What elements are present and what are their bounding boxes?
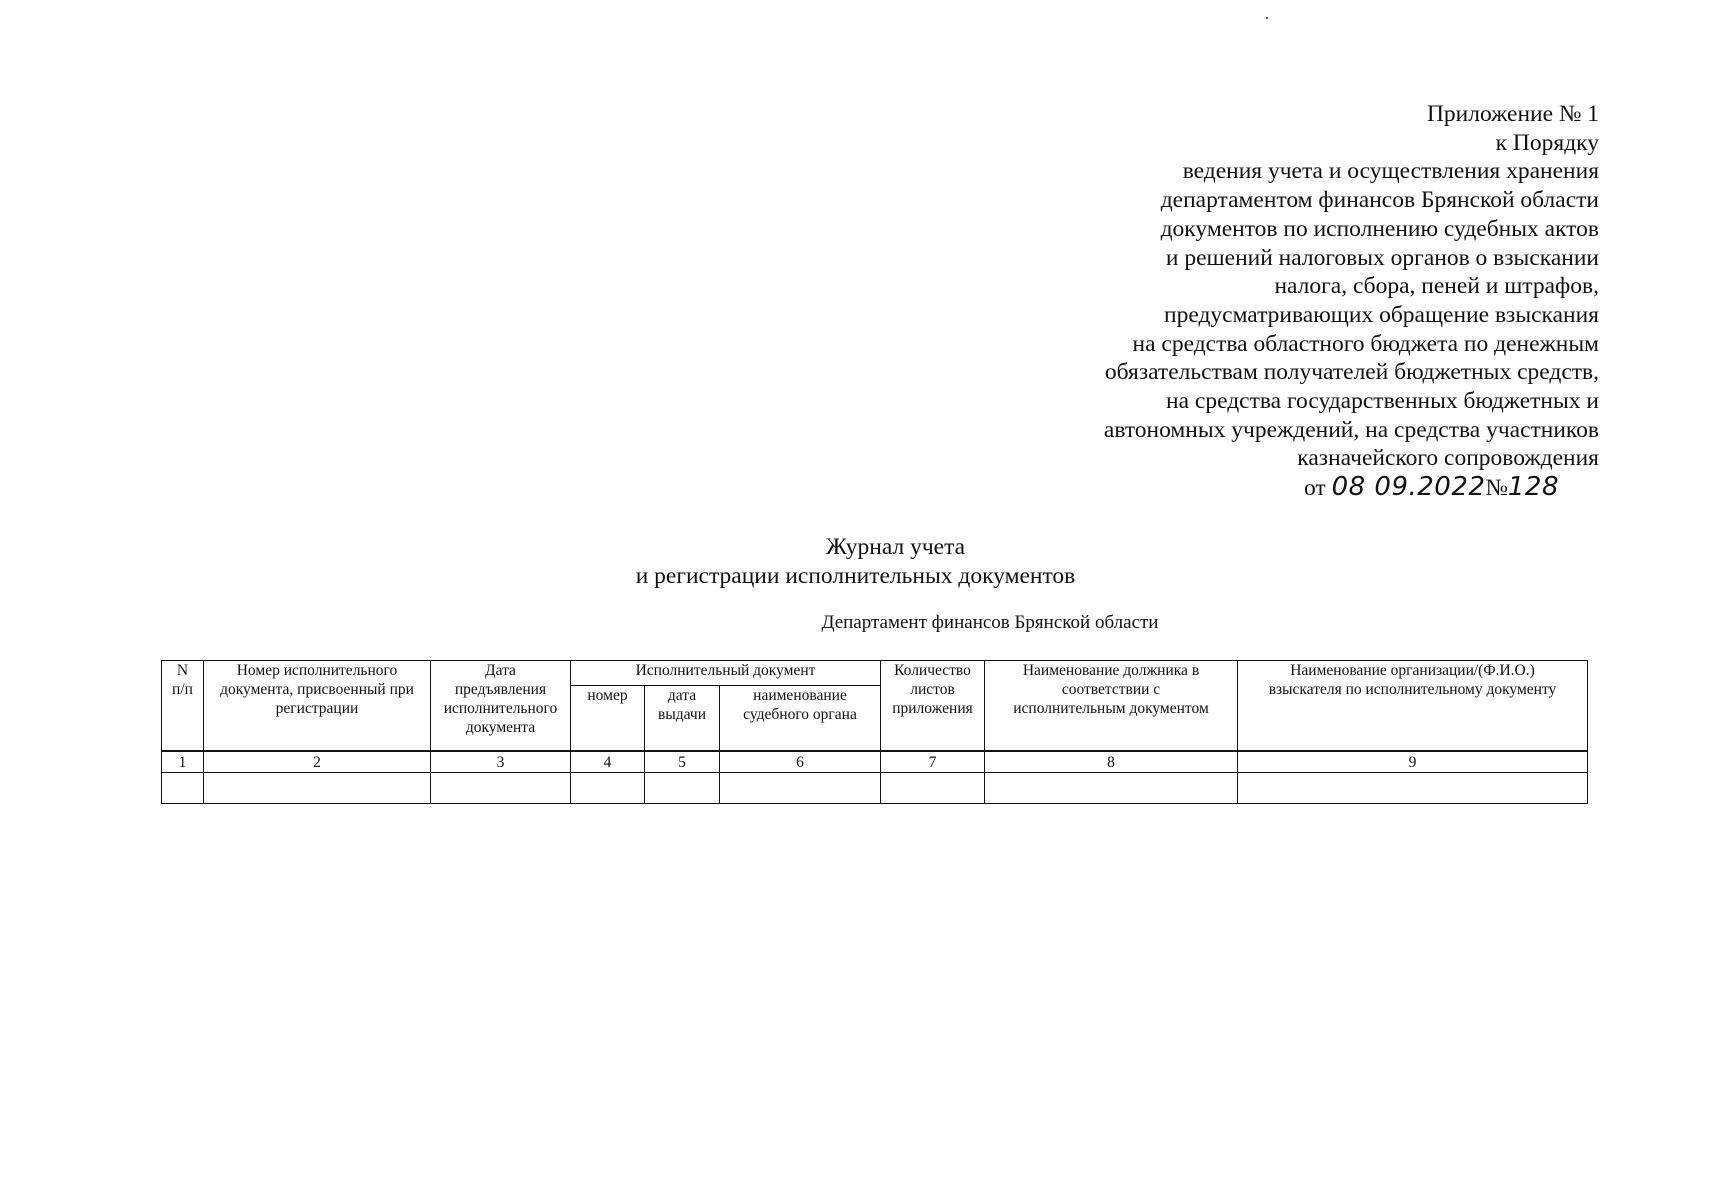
header-line: исполнительного	[443, 700, 558, 717]
column-number: 5	[645, 751, 720, 773]
header-line: взыскателя по исполнительному документу	[1268, 681, 1557, 698]
header-row	[162, 661, 1588, 686]
header-line: наименование	[753, 687, 847, 704]
annex-line: обязательствам получателей бюджетных средств,	[1104, 359, 1599, 386]
header-line: п/п	[172, 681, 193, 698]
annex-line: автономных учреждений, на средства участников	[1103, 416, 1599, 443]
table-cell	[431, 773, 571, 804]
table-cell	[204, 773, 431, 804]
header-group-executive-document: Исполнительный документ	[571, 661, 881, 686]
header-cell-registration-number	[204, 661, 431, 752]
column-numbers-row	[162, 751, 1588, 773]
header-cell-court-name	[720, 686, 881, 752]
annex-line: и решений налоговых органов о взыскании	[1165, 244, 1599, 271]
table-row	[162, 773, 1588, 804]
annex-date-line	[879, 473, 1599, 503]
journal-title	[0, 533, 1711, 590]
header-cell-claimant	[1238, 661, 1588, 752]
header-cell-attachment-sheets	[881, 661, 985, 752]
column-number: 8	[985, 751, 1238, 773]
column-number: 3	[431, 751, 571, 773]
annex-line: на средства областного бюджета по денежным	[1132, 330, 1599, 357]
table-cell	[720, 773, 881, 804]
annex-line: на средства государственных бюджетных и	[1166, 388, 1599, 415]
table-cell	[1238, 773, 1588, 804]
column-number: 6	[720, 751, 881, 773]
header-line: Дата	[485, 662, 516, 679]
header-cell-presentation-date	[431, 661, 571, 752]
header-line: Количество	[894, 662, 971, 679]
journal-title-line-1: Журнал учета	[825, 534, 966, 560]
header-line: приложения	[892, 700, 973, 717]
annex-line: ведения учета и осуществления хранения	[1182, 158, 1599, 185]
annex-title: Приложение № 1	[1426, 101, 1599, 127]
column-number: 1	[162, 751, 204, 773]
annex-line: департаментом финансов Брянской области	[1160, 187, 1599, 214]
header-line: Наименование организации/(Ф.И.О.)	[1290, 662, 1535, 679]
header-line: предъявления	[454, 681, 547, 698]
column-number: 9	[1238, 751, 1588, 773]
header-line: документа, присвоенный при	[220, 681, 414, 698]
annex-line: казначейского сопровождения	[1297, 445, 1599, 472]
header-line: Наименование должника в	[1022, 662, 1200, 679]
handwritten-date: 08 09.2022	[1331, 472, 1486, 503]
header-line: Номер исполнительного	[236, 662, 398, 679]
scan-speck	[1266, 17, 1268, 19]
header-line: документа	[465, 719, 536, 736]
header-line: исполнительным документом	[1013, 700, 1209, 717]
header-cell-debtor	[985, 661, 1238, 752]
department-name: Департамент финансов Брянской области	[821, 612, 1159, 633]
header-line: судебного органа	[743, 706, 857, 723]
header-line: дата	[667, 687, 697, 704]
column-number: 4	[571, 751, 645, 773]
header-cell-number	[162, 661, 204, 752]
annex-line: к Порядку	[1495, 129, 1599, 156]
journal-title-line-2: и регистрации исполнительных документов	[635, 562, 1076, 589]
handwritten-number: 128	[1507, 472, 1559, 503]
column-number: 2	[204, 751, 431, 773]
table-cell	[162, 773, 204, 804]
date-prefix: от	[1303, 475, 1326, 502]
annex-line: документов по исполнению судебных актов	[1160, 215, 1599, 242]
table-cell	[571, 773, 645, 804]
table-cell	[645, 773, 720, 804]
number-sign: №	[1485, 475, 1508, 502]
header-line: N	[176, 662, 189, 679]
registration-journal-table	[161, 660, 1588, 804]
header-line: выдачи	[658, 706, 706, 723]
annex-line: налога, сбора, пеней и штрафов,	[1274, 273, 1599, 300]
header-cell-doc-number: номер	[571, 686, 645, 752]
table-cell	[881, 773, 985, 804]
table-cell	[985, 773, 1238, 804]
header-line: листов	[910, 681, 955, 698]
annex-block	[879, 100, 1599, 503]
header-cell-issue-date	[645, 686, 720, 752]
annex-line: предусматривающих обращение взыскания	[1164, 301, 1599, 328]
column-number: 7	[881, 751, 985, 773]
header-line: соответствии с	[1061, 681, 1161, 698]
header-line: регистрации	[275, 700, 359, 717]
